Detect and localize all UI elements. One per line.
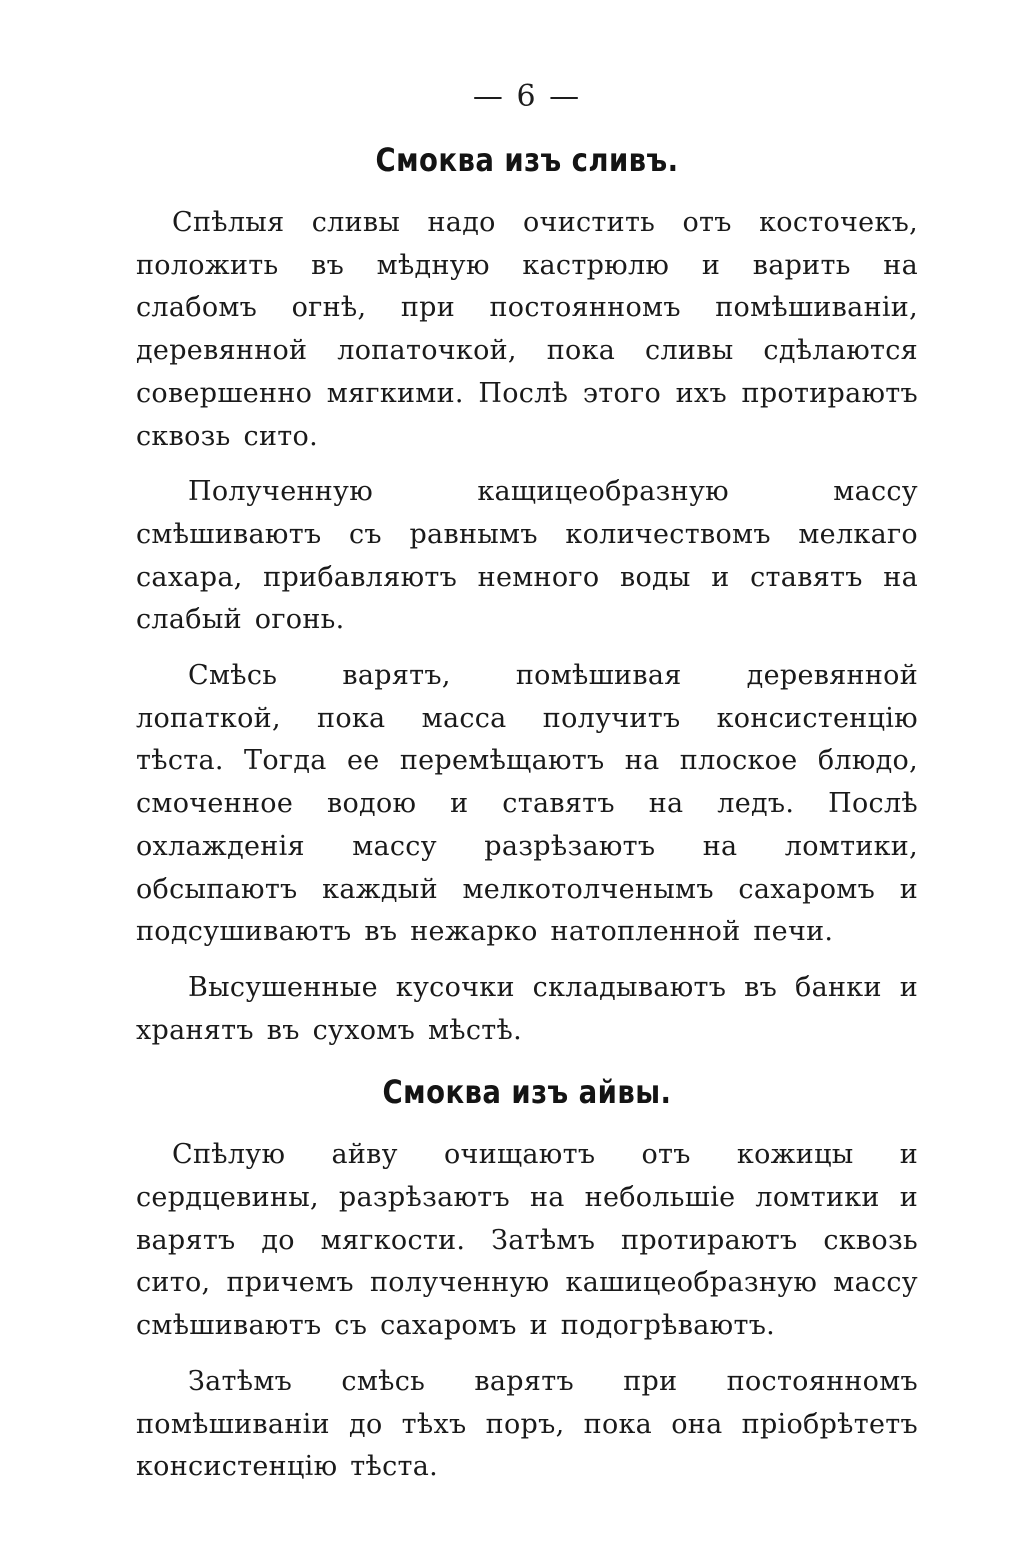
section-plum-smokva — [136, 138, 918, 1052]
paragraph: Спѣлую айву очищаютъ отъ кожицы и сердцевины, разрѣзаютъ на небольшiе ломтики и варятъ до мягкости. Затѣмъ протираютъ сквозь сито, причемъ полученную кашицеобразную массу смѣшиваютъ съ сахаромъ и подогрѣваютъ. — [136, 1139, 918, 1342]
section-title: Смоква изъ айвы. — [382, 1073, 672, 1112]
section-quince-smokva — [136, 1070, 918, 1489]
page-number: — 6 — — [472, 79, 582, 114]
section-title: Смоква изъ сливъ. — [375, 141, 679, 179]
paragraph: Высушенные кусочки складываютъ въ банки и хранятъ въ сухомъ мѣстѣ. — [136, 971, 918, 1046]
text-column — [136, 78, 918, 1502]
paragraph: Смѣсь варятъ, помѣшивая деревянной лопаткой, пока масса получитъ консистенцiю тѣста. Тогда ее перемѣщаютъ на плоское блюдо, смоченное водою и ставятъ на ледъ. Послѣ охлажденiя массу разрѣзаютъ на ломтики, обсыпаютъ каждый мелкотолченымъ сахаромъ и подсушиваютъ въ нежарко натопленной печи. — [136, 660, 918, 948]
paragraph: Спѣлыя сливы надо очистить отъ косточекъ, положить въ мѣдную кастрюлю и варить на слабомъ огнѣ, при постоянномъ помѣшиванiи, деревянной лопаточкой, пока сливы сдѣлаются совершенно мягкими. Послѣ этого ихъ протираютъ сквозь сито. — [136, 207, 918, 452]
paragraph: Затѣмъ смѣсь варятъ при постоянномъ помѣшиванiи до тѣхъ поръ, пока она прiобрѣтетъ консистенцiю тѣста. — [136, 1365, 918, 1483]
paragraph: Полученную кащицеобразную массу смѣшиваютъ съ равнымъ количествомъ мелкаго сахара, прибавляютъ немного воды и ставятъ на слабый огонь. — [136, 476, 918, 636]
